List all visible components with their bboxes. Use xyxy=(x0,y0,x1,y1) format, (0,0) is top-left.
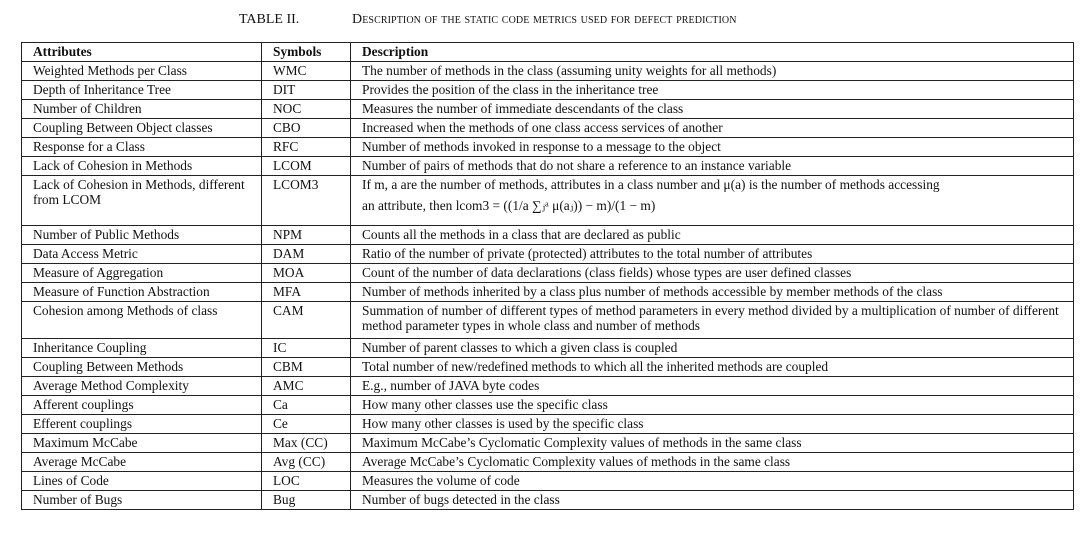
cell-description: Ratio of the number of private (protected) attributes to the total number of attributes xyxy=(351,245,1074,264)
cell-attribute: Number of Public Methods xyxy=(22,226,262,245)
cell-description: Counts all the methods in a class that are declared as public xyxy=(351,226,1074,245)
table-title: Description of the static code metrics used for defect prediction xyxy=(352,12,737,27)
cell-symbol: LCOM3 xyxy=(262,176,351,226)
table-row xyxy=(22,491,1074,510)
cell-attribute: Data Access Metric xyxy=(22,245,262,264)
cell-symbol: CAM xyxy=(262,302,351,339)
table-row xyxy=(22,453,1074,472)
cell-attribute: Weighted Methods per Class xyxy=(22,62,262,81)
cell-symbol: RFC xyxy=(262,138,351,157)
cell-description: How many other classes is used by the specific class xyxy=(351,415,1074,434)
table-row xyxy=(22,283,1074,302)
cell-description: Number of parent classes to which a given class is coupled xyxy=(351,339,1074,358)
cell-description: Increased when the methods of one class access services of another xyxy=(351,119,1074,138)
table-row xyxy=(22,157,1074,176)
cell-symbol: WMC xyxy=(262,62,351,81)
table-row xyxy=(22,119,1074,138)
table-row xyxy=(22,100,1074,119)
cell-symbol: CBO xyxy=(262,119,351,138)
cell-symbol: AMC xyxy=(262,377,351,396)
lcom3-formula: an attribute, then lcom3 = ((1/a ∑ⱼᵃ μ(aⱼ)) − m)/(1 − m) xyxy=(362,198,656,213)
cell-attribute: Cohesion among Methods of class xyxy=(22,302,262,339)
cell-description: Number of methods invoked in response to a message to the object xyxy=(351,138,1074,157)
cell-description: Measures the volume of code xyxy=(351,472,1074,491)
cell-symbol: Bug xyxy=(262,491,351,510)
table-row xyxy=(22,264,1074,283)
cell-attribute: Maximum McCabe xyxy=(22,434,262,453)
table-caption xyxy=(0,12,1086,32)
cell-attribute: Measure of Aggregation xyxy=(22,264,262,283)
cell-attribute: Number of Children xyxy=(22,100,262,119)
table-row xyxy=(22,434,1074,453)
cell-description: Summation of number of different types of method parameters in every method divided by a multiplication of number of different method parameter types in whole class and number of methods xyxy=(351,302,1074,339)
cell-symbol: LOC xyxy=(262,472,351,491)
table-row xyxy=(22,138,1074,157)
table-row xyxy=(22,339,1074,358)
cell-attribute: Afferent couplings xyxy=(22,396,262,415)
cell-attribute: Response for a Class xyxy=(22,138,262,157)
cell-attribute: Average Method Complexity xyxy=(22,377,262,396)
cell-description: E.g., number of JAVA byte codes xyxy=(351,377,1074,396)
header-description: Description xyxy=(351,43,1074,62)
cell-symbol: IC xyxy=(262,339,351,358)
table-header-row xyxy=(22,43,1074,62)
table-row xyxy=(22,245,1074,264)
cell-attribute: Coupling Between Object classes xyxy=(22,119,262,138)
cell-description: The number of methods in the class (assuming unity weights for all methods) xyxy=(351,62,1074,81)
cell-description: Average McCabe’s Cyclomatic Complexity values of methods in the same class xyxy=(351,453,1074,472)
cell-attribute: Efferent couplings xyxy=(22,415,262,434)
cell-attribute: Depth of Inheritance Tree xyxy=(22,81,262,100)
cell-description: Number of methods inherited by a class plus number of methods accessible by member methods of the class xyxy=(351,283,1074,302)
cell-attribute: Average McCabe xyxy=(22,453,262,472)
cell-attribute: Lines of Code xyxy=(22,472,262,491)
header-symbols: Symbols xyxy=(262,43,351,62)
table-row xyxy=(22,302,1074,339)
cell-symbol: Max (CC) xyxy=(262,434,351,453)
cell-description: Number of bugs detected in the class xyxy=(351,491,1074,510)
cell-description: Count of the number of data declarations (class fields) whose types are user defined classes xyxy=(351,264,1074,283)
cell-symbol: NPM xyxy=(262,226,351,245)
cell-attribute: Lack of Cohesion in Methods, different from LCOM xyxy=(22,176,262,226)
cell-description: Measures the number of immediate descendants of the class xyxy=(351,100,1074,119)
cell-symbol: DAM xyxy=(262,245,351,264)
cell-symbol: CBM xyxy=(262,358,351,377)
table-row xyxy=(22,472,1074,491)
cell-attribute: Lack of Cohesion in Methods xyxy=(22,157,262,176)
cell-description: Total number of new/redefined methods to which all the inherited methods are coupled xyxy=(351,358,1074,377)
table-row xyxy=(22,377,1074,396)
cell-symbol: MOA xyxy=(262,264,351,283)
cell-attribute: Inheritance Coupling xyxy=(22,339,262,358)
cell-symbol: NOC xyxy=(262,100,351,119)
header-attributes: Attributes xyxy=(22,43,262,62)
cell-symbol: LCOM xyxy=(262,157,351,176)
cell-attribute: Number of Bugs xyxy=(22,491,262,510)
cell-description: Maximum McCabe’s Cyclomatic Complexity values of methods in the same class xyxy=(351,434,1074,453)
table-row xyxy=(22,81,1074,100)
table-row xyxy=(22,226,1074,245)
cell-description: Provides the position of the class in the inheritance tree xyxy=(351,81,1074,100)
table-row xyxy=(22,62,1074,81)
cell-symbol: Ca xyxy=(262,396,351,415)
table-label: TABLE II. xyxy=(239,12,300,27)
table-row xyxy=(22,176,1074,226)
cell-attribute: Coupling Between Methods xyxy=(22,358,262,377)
cell-symbol: Ce xyxy=(262,415,351,434)
table-row xyxy=(22,358,1074,377)
table-row xyxy=(22,396,1074,415)
cell-description: Number of pairs of methods that do not share a reference to an instance variable xyxy=(351,157,1074,176)
lcom3-description-text: If m, a are the number of methods, attributes in a class number and μ(a) is the number of methods accessing xyxy=(362,177,940,192)
cell-symbol: DIT xyxy=(262,81,351,100)
cell-description xyxy=(351,176,1074,226)
cell-symbol: Avg (CC) xyxy=(262,453,351,472)
cell-symbol: MFA xyxy=(262,283,351,302)
cell-description: How many other classes use the specific class xyxy=(351,396,1074,415)
metrics-table xyxy=(21,42,1074,510)
cell-attribute: Measure of Function Abstraction xyxy=(22,283,262,302)
table-row xyxy=(22,415,1074,434)
